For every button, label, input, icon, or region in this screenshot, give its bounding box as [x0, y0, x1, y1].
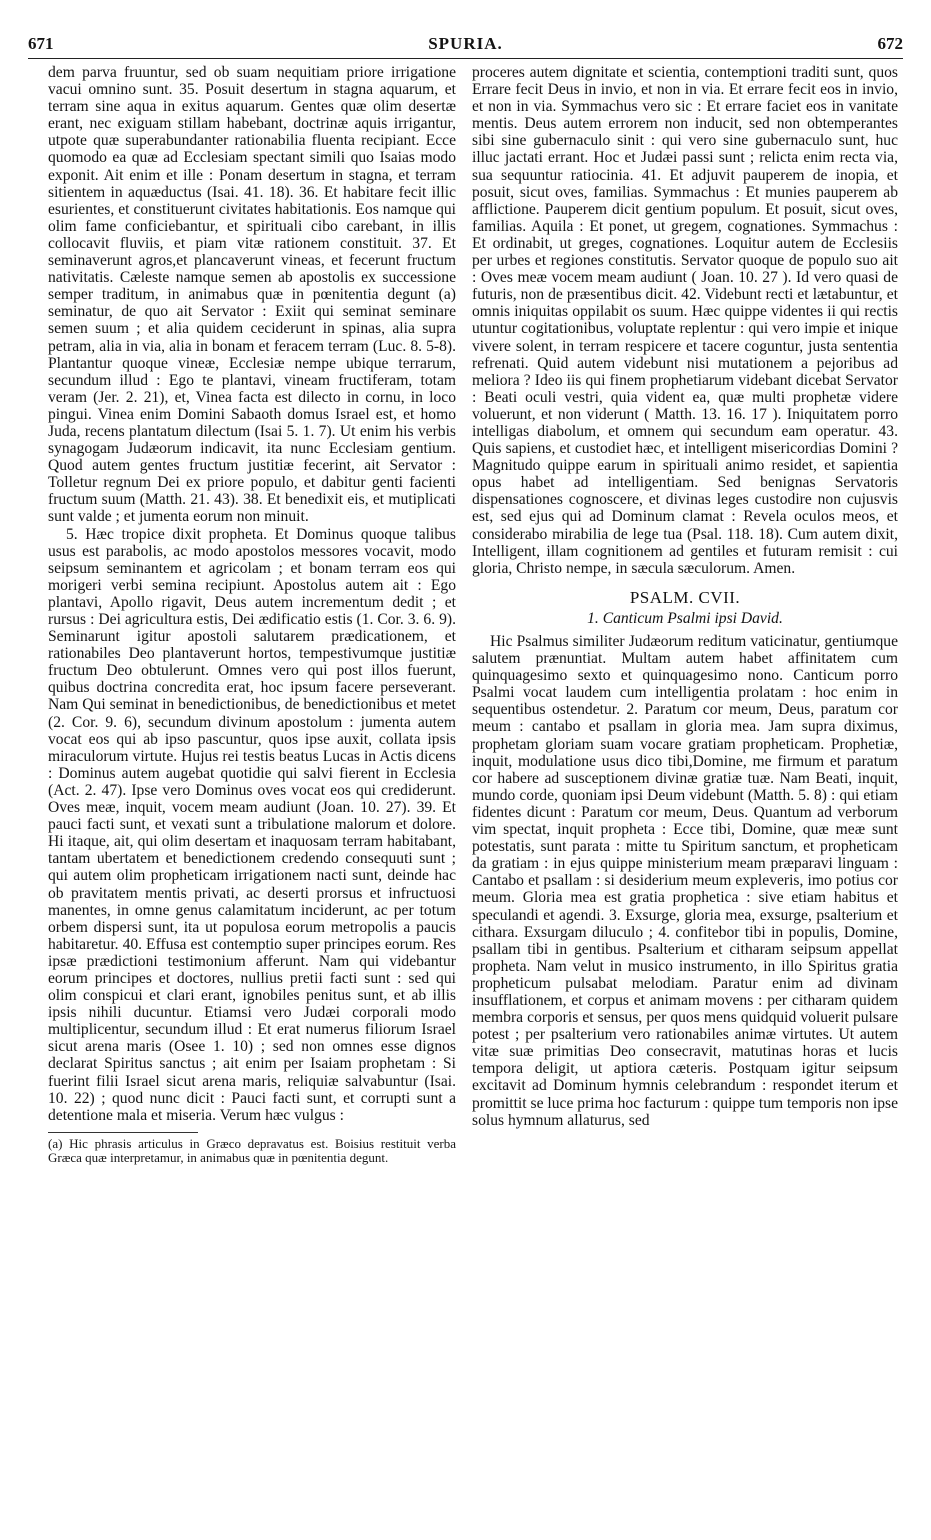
right-paragraph-1: proceres autem dignitate et scientia, contemptioni traditi sunt, quos Errare fecit Deus in invio, et non in via. Et errare fecit eos in invio, et non in via. Symmachus vero sic : Et errare faciet eos in vanitate mentis. Deus autem errorem non inducit, sed non obtemperantes sibi sine gubernaculo sinit : qui vero sine gubernaculo sunt, huc illuc jactati errant. Hoc et Judæi passi sunt ; relicta enim recta via, sua sequuntur ratiocinia. 41. Et adjuvit pauperem de inopia, et posuit, sicut oves, familias. Symmachus : Et munies pauperem ab afflictione. Pauperem dicit gentium populum. Et posuit, sicut oves, familias. Aquila : Et ponet, ut gregem, cognationes. Symmachus : Et ordinabit, ut greges, cognationes. Loquitur autem de Ecclesiis per urbes et regiones constitutis. Servator quoque de populo suo ait : Oves meæ vocem meam audiunt ( Joan. 10. 27 ). Id vero quasi de futuris, non de præsentibus dicit. 42. Videbunt recti et lætabuntur, et omnis iniquitas oppilabit os suum. Hæc quippe videntes ii qui rectis utuntur cogitationibus, voluptate replentur : qui vero impie et inique vivere solent, in terram respicere et tacere coguntur, justa sententia refrenati. Quid autem videbunt nisi mutationem a pejoribus ad meliora ? Ideo iis qui finem prophetiarum videbant dicebat Servator : Beati oculi vestri, quia vident ea, quæ multi prophetæ videre voluerunt, et non viderunt ( Matth. 13. 16. 17 ). Iniquitatem porro intelligas diabolum, et omnem qui secundum eam operatur. 43. Quis sapiens, et custodiet hæc, et intelligent misericordias Domini ? Magnitudo quippe earum in spirituali animo residet, et sapientia opus habet ad intelligentiam. Sed benignas Servatoris dispensationes cognoscere, et divinas leges custodire non cujusvis est, sed ejus qui ad Dominum clamat : Revela oculos meos, et considerabo mirabilia de lege tua (Psal. 118. 18). Cum autem dixit, Intelligent, illam cognitionem ad gentiles et futuram remisit : cui gloria, Christo nempe, in sæcula sæculorum. Amen. [472, 64, 898, 577]
running-title: SPURIA. [428, 34, 503, 53]
section-subtitle: 1. Canticum Psalmi ipsi David. [587, 609, 783, 627]
right-column [472, 64, 898, 1129]
section-title: PSALM. CVII. [629, 587, 741, 607]
right-page-number: 672 [877, 34, 903, 53]
header-rule [28, 58, 903, 59]
left-page-number: 671 [28, 34, 54, 53]
left-paragraph-1: dem parva fruuntur, sed ob suam nequitiam priore irrigatione vacui omnino sunt. 35. Posuit desertum in stagna aquarum, et terram sine aqua in exitus aquarum. Gentes quæ olim desertæ erant, nec exiguam stillam habebant, doctrinæ aquis irrigantur, utpote quæ superabundanter rationabilia fluenta recipiant. Ecce quomodo ea quæ ad Ecclesiam spectant simili quo Isaias modo exponit. Ait enim et ille : Ponam desertum in stagna, et terram sitientem in aquæductus (Isai. 41. 18). 36. Et habitare fecit illic esurientes, et constituerunt civitates habitationis. Eos namque qui olim fame conficiebantur, et spirituali cibo carebant, in illis collocavit fluviis, et piam vitæ rationem constituit. 37. Et seminaverunt agros,et plancaverunt vineas, et fecerunt fructum nativitatis. Cæleste namque semen ab apostolis ex successione semper traditum, in animabus quæ in pœnitentia degunt (a) seminatur, de quo ait Servator : Exiit qui seminat seminare semen suum ; et alia quidem ceciderunt in spinas, alia supra petram, alia in via, alia in bonam et feracem terram (Luc. 8. 5-8). Plantantur quoque vineæ, Ecclesiæ nempe ubique terrarum, secundum illud : Ego te plantavi, vineam fructiferam, totam veram (Jer. 2. 21), et, Vinea facta est dilecto in cornu, in loco pingui. Vinea enim Domini Sabaoth domus Israel est, et homo Juda, recens plantatum dilectum (Isai 5. 1. 7). Ut enim his verbis synagogam Judæorum indicavit, ita nunc Ecclesiam gentium. Quod autem gentes fructum justitiæ fecerint, ait Servator : Tolletur regnum Dei ex priore populo, et dabitur genti facienti fructum suum (Matth. 21. 43). 38. Et benedixit eis, et mutiplicati sunt valde ; et jumenta eorum non minuit. [48, 64, 456, 526]
left-paragraph-2: 5. Hæc tropice dixit propheta. Et Dominus quoque talibus usus est parabolis, ac modo apostolos messores vocavit, modo seipsum seminantem et agricolam ; et bonam terram eos qui morigeri verbi semina recipiunt. Apostolus autem ait : Ego plantavi, Apollo rigavit, Deus autem incrementum dedit ; et rursus : Dei agricultura estis, Dei ædificatio estis (1. Cor. 3. 6. 9). Seminarunt igitur apostoli salutarem prædicationem, et rationabiles Deo plantaverunt hortos, tempestivumque justitiæ fructum Deo obtulerunt. Omnes vero qui post illos fuerunt, quibus doctrina concredita erat, hoc ipsum facere perseverant. Nam Qui seminat in benedictionibus, de benedictionibus et metet (2. Cor. 9. 6), secundum divinum apostolum : jumenta autem vocat eos qui ab ipso pascuntur, quos ipse auxit, collata ipsis miraculorum virtute. Hujus rei testis beatus Lucas in Actis dicens : Dominus autem augebat quotidie qui salvi fierent in Ecclesia (Act. 2. 47). Ipse vero Dominus oves vocat eos qui crediderunt. Oves meæ, inquit, vocem meam audiunt (Joan. 10. 27). 39. Et pauci facti sunt, et vexati sunt a tribulatione malorum et dolore. Hi itaque, ait, qui olim desertam et inaquosam terram habitabant, tantam ubertatem et benedictionem credendo consequuti sunt ; qui autem olim propheticam irrigationem nacti sunt, deinde hac ob pravitatem mentis privati, ac deserti prorsus et infructuosi manentes, in omne genus calamitatum inciderunt, ac per totum orbem dispersi sunt, ita ut populosa eorum metropolis a paucis habitaretur. 40. Effusa est contemptio super principes eorum. Res ipsæ prædictioni testimonium afferunt. Nam qui videbantur eorum principes et doctores, nullius pretii facti sunt : sed qui olim conspicui et clari erant, ignobiles penitus sunt, et ab illis ipsis nihili ducuntur. Etiamsi vero Judæi corporali modo multiplicentur, secundum illud : Et erat numerus filiorum Israel sicut arena maris (Osee 1. 10) ; sed non omnes esse dignos declarat Spiritus sanctus ; ait enim per Isaiam prophetam : Si fuerint filii Israel sicut arena maris, reliquiæ salvabuntur (Isai. 10. 22) ; quod nunc dicit : Pauci facti sunt, et corrupti sunt a detentione mala et miseria. Verum hæc vulgus : [48, 525, 456, 1124]
footnote-rule [48, 1132, 198, 1133]
right-paragraph-2: Hic Psalmus similiter Judæorum reditum vaticinatur, gentiumque salutem prænuntiat. Multam autem habet affinitatem cum quinquagesimo sexto et quinquagesimo nono. Canticum porro Psalmi vocat laudem cum intelligentia prolatam : hoc enim in sequentibus ostendetur. 2. Paratum cor meum, Deus, paratum cor meum : cantabo et psallam in gloria mea. Jam supra diximus, prophetam gloriam suam vocare gratiam propheticam. Prophetiæ, inquit, modulatione usus dico tibi,Domine, me firmum et paratum cor habere ad susceptionem divinæ gratiæ tuæ. Nam Beati, inquit, mundo corde, quoniam ipsi Deum videbunt (Matth. 5. 8) : qui etiam fidentes dicunt : Paratum cor meum, Deus. Quantum ad verborum vim spectat, inquit propheta : Ecce tibi, Domine, quæ meæ sunt potestatis, sunt parata : mitte tu Spiritum sanctum, et propheticam da gratiam : in ejus quippe ministerium meam præparavi linguam : Cantabo et psallam : si desiderium meum expleveris, imo potius cor meum. Gloria mea est gratia prophetica : sive etiam habitus et speculandi et agendi. 3. Exsurge, gloria mea, exsurge, psalterium et cithara. Exsurgam diluculo ; 4. confitebor tibi in populis, Domine, psallam tibi in gentibus. Psalterium et citharam seipsum appellat propheta. Nam velut in musico instrumento, in illo Spiritus gratia propheticum pulsabat melodiam. Paratur enim ad divinam insufflationem, et corpus et animam movens : per citharam quidem membra corporis et sensus, per quos mens quidquid voluerit pulsare potest ; per psalterium vero rationabiles animæ virtutes. Ut autem vitæ suæ primitias Deo consecravit, matutinas horas et lucis tempora deligit, ut aptiora cæteris. Postquam igitur seipsum excitavit ad Dominum hymnis celebrandum : respondet iterum et promittit se luce prima hoc facturum : quippe tum temporis non ipse solus hymnum allaturus, sed [472, 633, 898, 1129]
left-column [48, 64, 456, 1166]
running-header [28, 34, 903, 56]
footnote: (a) Hic phrasis articulus in Græco depravatus est. Boisius restituit verba Græca quæ interpretamur, in animabus quæ in pœnitentia degunt. [48, 1135, 456, 1166]
